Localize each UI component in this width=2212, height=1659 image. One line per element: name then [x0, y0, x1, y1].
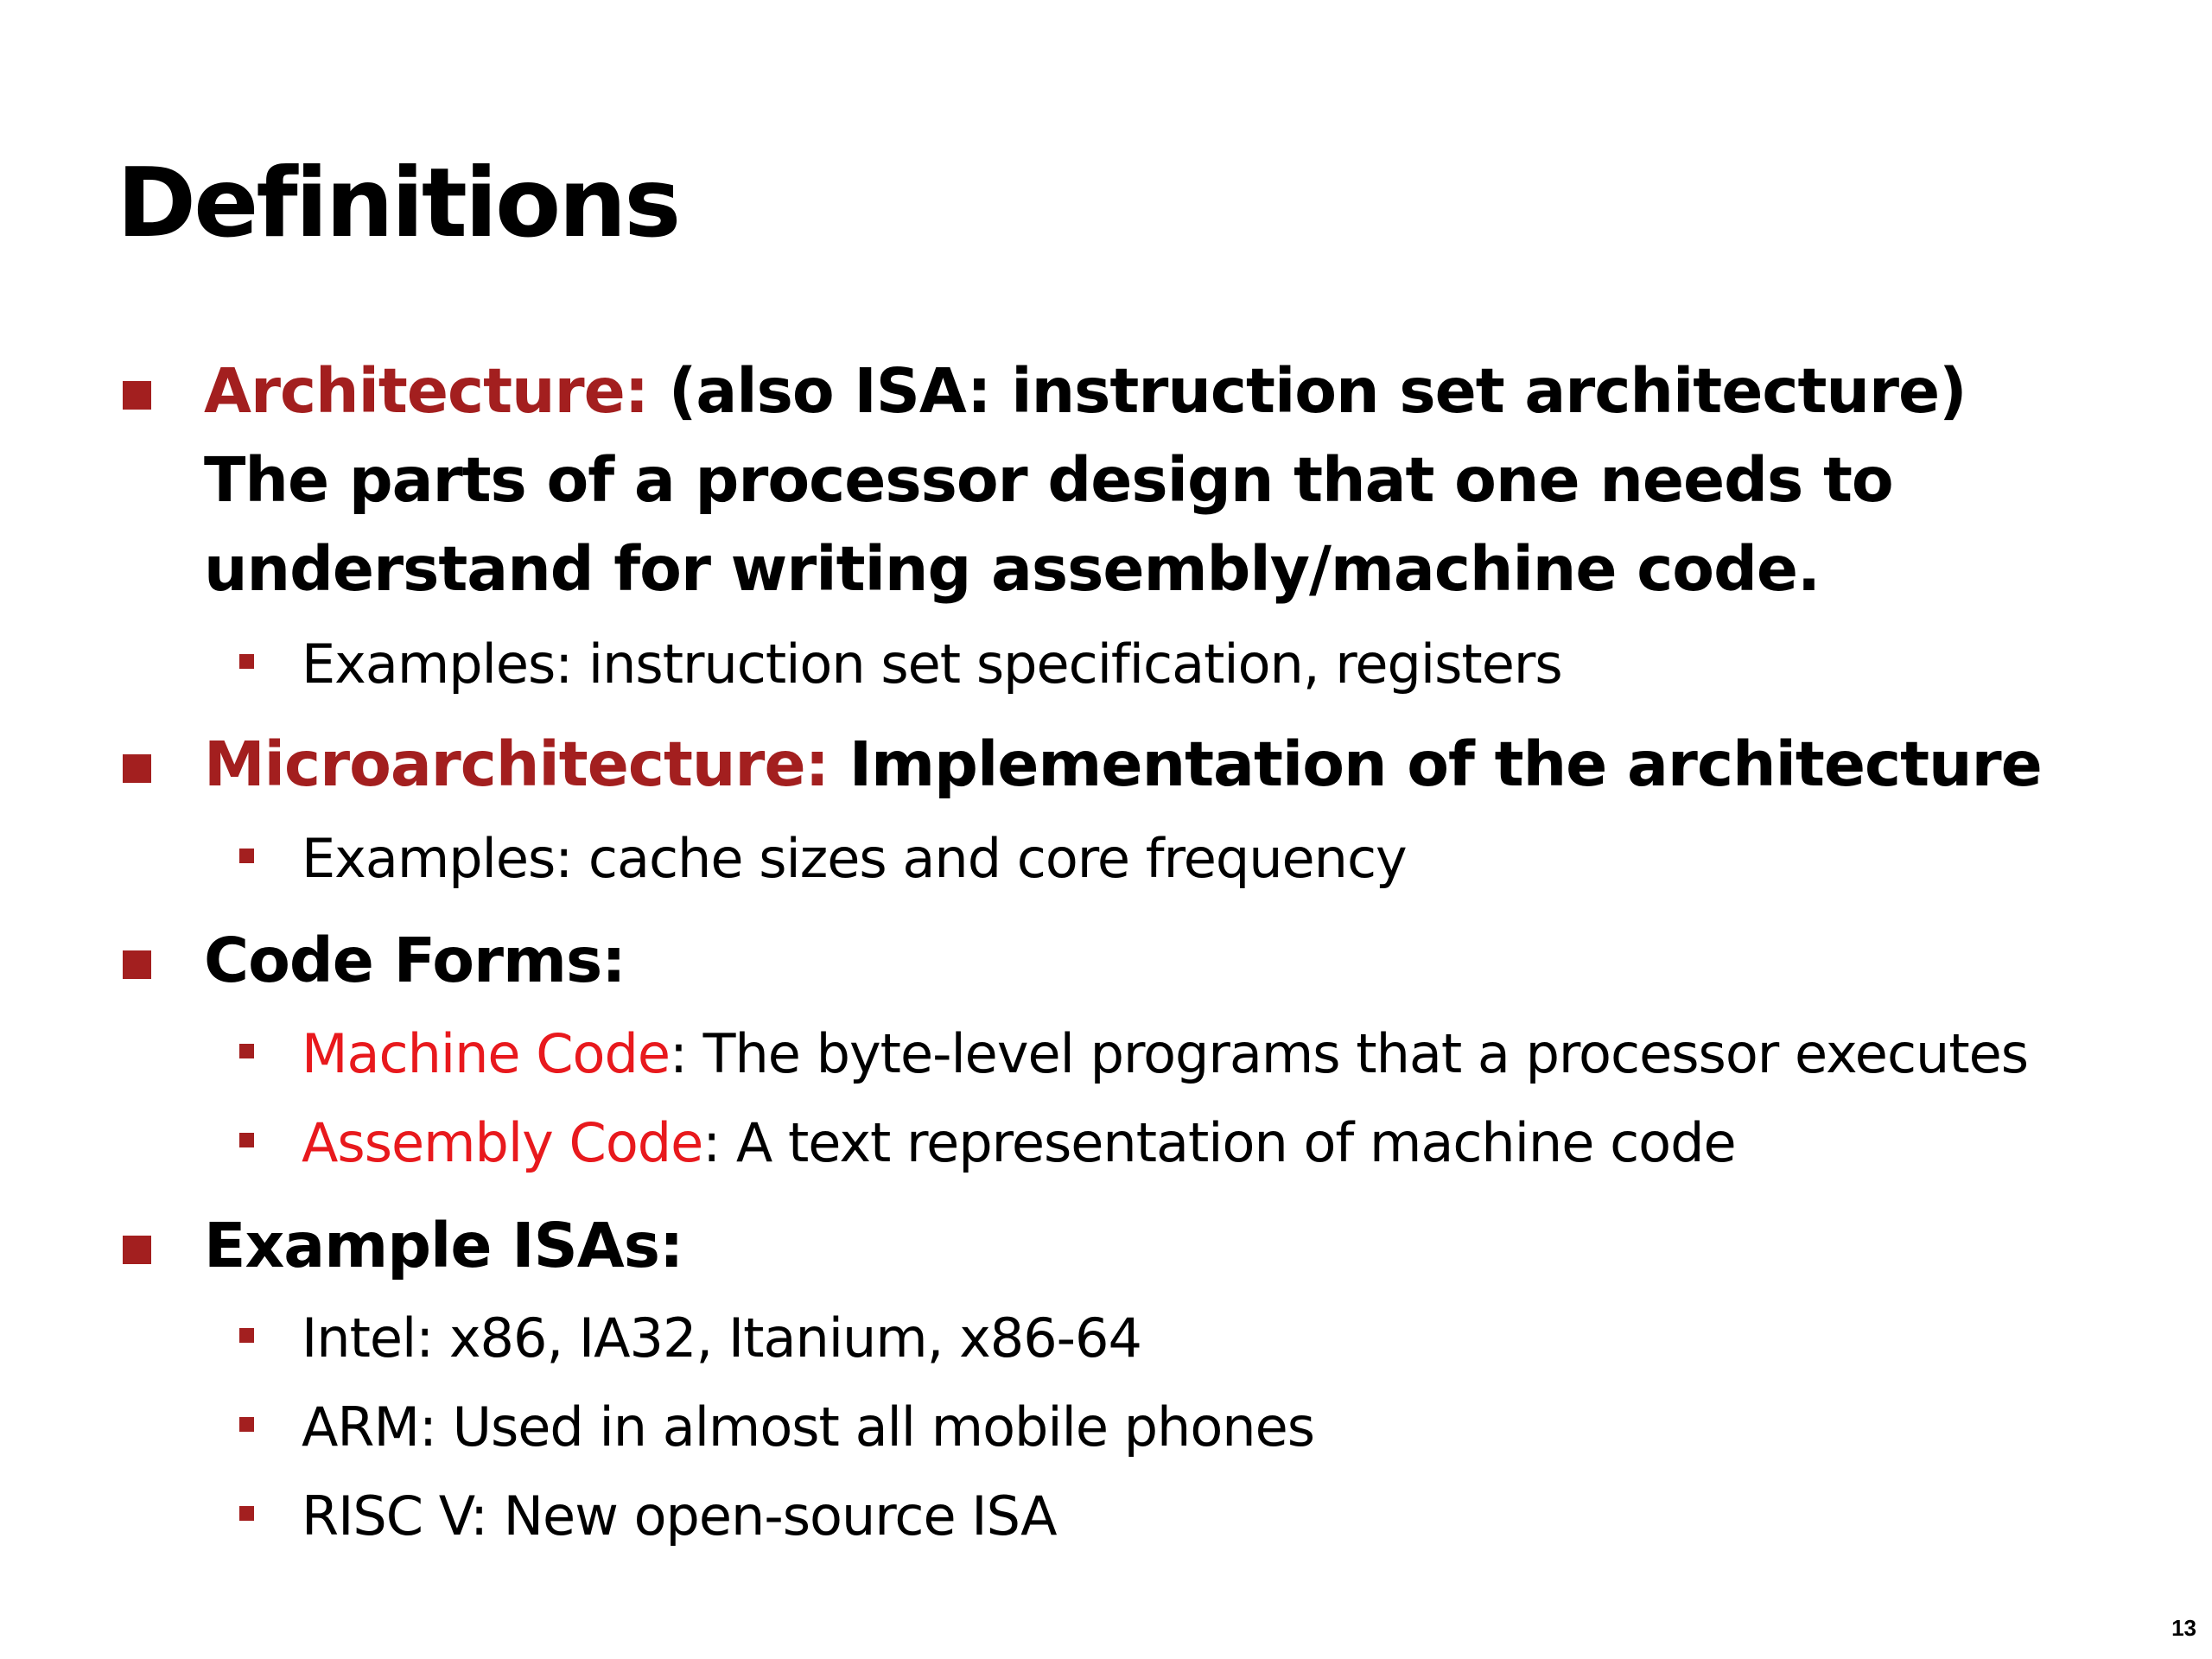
sub-bullet-risc-v	[302, 1478, 2073, 1555]
sub-bullet-text: Intel: x86, IA32, Itanium, x86-64	[302, 1306, 1141, 1370]
sub-bullet-text: RISC V: New open-source ISA	[302, 1484, 1057, 1548]
sub-bullet-text: Examples: instruction set specification, registers	[302, 632, 1562, 696]
sub-bullet-microarchitecture-examples	[302, 820, 2073, 898]
small-square-bullet-icon	[239, 849, 254, 863]
square-bullet-icon	[123, 381, 151, 410]
bullet-example-isas	[204, 1201, 2062, 1290]
term-machine-code: Machine Code	[302, 1022, 670, 1085]
page-number: 13	[2171, 1615, 2196, 1641]
small-square-bullet-icon	[239, 1417, 254, 1432]
small-square-bullet-icon	[239, 1328, 254, 1343]
sub-bullet-text: ARM: Used in almost all mobile phones	[302, 1395, 1315, 1459]
small-square-bullet-icon	[239, 1506, 254, 1521]
sub-bullet-assembly-code	[302, 1104, 2073, 1182]
sub-bullet-machine-code	[302, 1015, 2073, 1093]
term-architecture: Architecture:	[204, 355, 649, 427]
heading-code-forms: Code Forms:	[204, 925, 626, 996]
sub-bullet-text: Examples: cache sizes and core frequency	[302, 827, 1407, 890]
small-square-bullet-icon	[239, 654, 254, 669]
slide-title: Definitions	[117, 148, 679, 259]
square-bullet-icon	[123, 754, 151, 783]
small-square-bullet-icon	[239, 1044, 254, 1058]
small-square-bullet-icon	[239, 1133, 254, 1147]
bullet-architecture	[204, 346, 2062, 613]
definition-microarchitecture: Implementation of the architecture	[829, 728, 2042, 800]
definition-architecture: (also ISA: instruction set architecture) The parts of a processor design that one needs to understand for writing assembly/machine code.	[204, 355, 1967, 605]
bullet-code-forms	[204, 916, 2062, 1005]
square-bullet-icon	[123, 950, 151, 979]
definition-machine-code: : The byte-level programs that a processor executes	[669, 1022, 2029, 1085]
definition-assembly-code: : A text representation of machine code	[702, 1111, 1736, 1174]
term-assembly-code: Assembly Code	[302, 1111, 703, 1174]
sub-bullet-architecture-examples	[302, 626, 2073, 703]
square-bullet-icon	[123, 1236, 151, 1264]
sub-bullet-intel	[302, 1300, 2073, 1377]
term-microarchitecture: Microarchitecture:	[204, 728, 829, 800]
bullet-microarchitecture	[204, 720, 2062, 809]
heading-example-isas: Example ISAs:	[204, 1210, 683, 1281]
sub-bullet-arm	[302, 1389, 2073, 1466]
